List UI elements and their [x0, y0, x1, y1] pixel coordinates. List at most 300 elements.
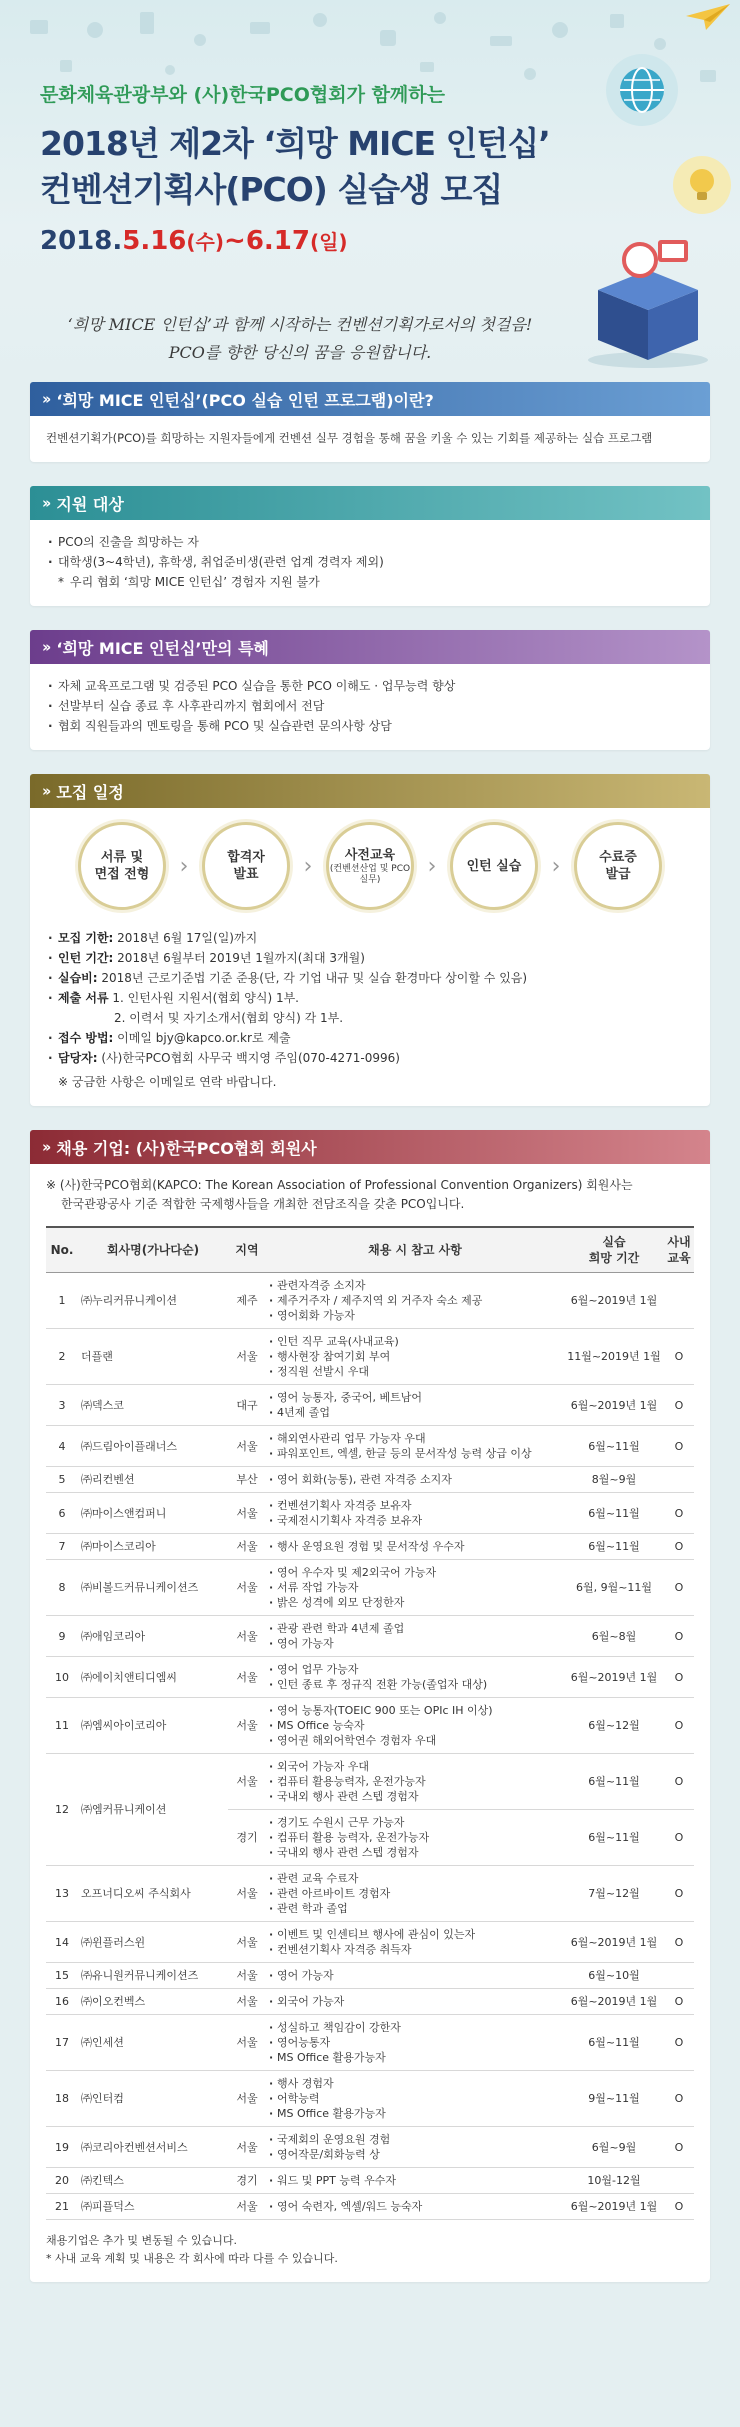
cell-no: 1	[46, 1273, 78, 1329]
list-item: · PCO의 진출을 희망하는 자	[46, 532, 694, 552]
companies-section	[30, 1130, 710, 2282]
cell-period: 6월~9월	[564, 2127, 664, 2168]
requirement-item: · 컴퓨터 활용 능력자, 운전가능자	[269, 1830, 561, 1845]
detail-label: 인턴 기간:	[58, 951, 114, 965]
paper-plane-icon	[686, 4, 730, 30]
cell-company-name: ㈜이오컨벡스	[78, 1989, 228, 2015]
cell-period: 6월~10월	[564, 1963, 664, 1989]
cell-period: 6월~11월	[564, 1426, 664, 1467]
header-requirements: 채용 시 참고 사항	[266, 1227, 564, 1273]
cell-region: 서울	[228, 1426, 266, 1467]
cell-company-name: 오프너디오씨 주식회사	[78, 1866, 228, 1922]
requirement-item: · 인턴 직무 교육(사내교육)	[269, 1334, 561, 1349]
requirement-item: · 영어 숙련자, 엑셀/워드 능숙자	[269, 2199, 561, 2214]
globe-icon	[604, 52, 680, 128]
cell-period: 6월~11월	[564, 1754, 664, 1810]
cell-no: 8	[46, 1560, 78, 1616]
requirement-item: · 4년제 졸업	[269, 1405, 561, 1420]
chevron-right-icon: ›	[179, 853, 189, 879]
cell-no: 15	[46, 1963, 78, 1989]
step-label: 합격자	[227, 850, 265, 865]
requirement-item: · 영어 회화(능통), 관련 자격증 소지자	[269, 1472, 561, 1487]
cell-training: O	[664, 2015, 694, 2071]
cell-training: O	[664, 1922, 694, 1963]
cell-period: 6월~2019년 1월	[564, 1989, 664, 2015]
cell-company-name: ㈜리컨벤션	[78, 1467, 228, 1493]
cell-no: 13	[46, 1866, 78, 1922]
step-announcement	[202, 822, 290, 910]
table-row	[46, 2168, 694, 2194]
hero-banner	[0, 0, 740, 382]
cell-region: 서울	[228, 1866, 266, 1922]
detail-label: 담당자:	[58, 1051, 98, 1065]
requirement-item: · 국제전시기획사 자격증 보유자	[269, 1513, 561, 1528]
benefits-section	[30, 630, 710, 750]
cell-period: 6월~11월	[564, 1493, 664, 1534]
cell-no: 12	[46, 1754, 78, 1866]
cell-requirements	[266, 2071, 564, 2127]
header-period-l1: 실습	[602, 1235, 626, 1249]
requirement-item: · 외국어 가능자 우대	[269, 1759, 561, 1774]
requirement-item: · 행사 운영요원 경험 및 문서작성 우수자	[269, 1539, 561, 1554]
cell-requirements	[266, 1534, 564, 1560]
step-label: 서류 및	[100, 850, 144, 865]
cell-training: O	[664, 1810, 694, 1866]
double-chevron-icon: ››	[42, 494, 49, 512]
cell-period: 6월~2019년 1월	[564, 1922, 664, 1963]
cell-region: 대구	[228, 1385, 266, 1426]
header-no: No.	[46, 1227, 78, 1273]
program-intro-header	[30, 382, 710, 416]
requirement-item: · 이벤트 및 인센티브 행사에 관심이 있는자	[269, 1927, 561, 1942]
cell-company-name: ㈜킨텍스	[78, 2168, 228, 2194]
cell-requirements	[266, 1922, 564, 1963]
cell-region: 서울	[228, 1922, 266, 1963]
step-label: 발급	[605, 867, 631, 882]
cell-no: 18	[46, 2071, 78, 2127]
cell-company-name: ㈜드림아이플래너스	[78, 1426, 228, 1467]
cell-company-name: ㈜에이치앤티디엠씨	[78, 1657, 228, 1698]
cell-region: 서울	[228, 1989, 266, 2015]
table-header-row	[46, 1227, 694, 1273]
table-row	[46, 1866, 694, 1922]
cell-company-name: ㈜비볼드커뮤니케이션즈	[78, 1560, 228, 1616]
step-sublabel: (컨벤션산업 및 PCO 실무)	[329, 863, 411, 885]
detail-documents-line2: 2. 이력서 및 자기소개서(협회 양식) 각 1부.	[114, 1011, 344, 1025]
cell-training	[664, 2168, 694, 2194]
cell-period: 10월-12월	[564, 2168, 664, 2194]
table-row	[46, 2194, 694, 2220]
cell-training: O	[664, 2127, 694, 2168]
cell-requirements	[266, 1493, 564, 1534]
detail-label: 모집 기한:	[58, 931, 114, 945]
cell-region: 서울	[228, 1657, 266, 1698]
cell-training: O	[664, 1616, 694, 1657]
step-label: 인턴 실습	[466, 858, 522, 874]
cell-no: 14	[46, 1922, 78, 1963]
program-intro-title: ‘희망 MICE 인턴십’(PCO 실습 인턴 프로그램)이란?	[56, 390, 434, 410]
dates-end: 6.17	[245, 226, 310, 256]
double-chevron-icon: ››	[42, 638, 49, 656]
requirement-item: · 관광 관련 학과 4년제 졸업	[269, 1621, 561, 1636]
cell-no: 9	[46, 1616, 78, 1657]
step-label: 사전교육	[344, 847, 396, 863]
table-row	[46, 1493, 694, 1534]
requirement-item: · 컴퓨터 활용능력자, 운전가능자	[269, 1774, 561, 1789]
companies-table-body	[46, 1273, 694, 2220]
companies-intro-line1: ※ (사)한국PCO협회(KAPCO: The Korean Association of Professional Convention Organizers) 회원사는	[46, 1178, 633, 1192]
cell-company-name: ㈜인세션	[78, 2015, 228, 2071]
cell-requirements	[266, 1810, 564, 1866]
double-chevron-icon: ››	[42, 1138, 49, 1156]
cell-region: 서울	[228, 2127, 266, 2168]
companies-footnotes	[46, 2232, 694, 2268]
cell-training	[664, 1467, 694, 1493]
eligibility-section	[30, 486, 710, 606]
cell-training: O	[664, 1329, 694, 1385]
organizer-text: 문화체육관광부와 (사)한국PCO협회가 함께하는	[40, 84, 445, 106]
requirement-item: · 영어 가능자	[269, 1636, 561, 1651]
requirement-item: · 성실하고 책임감이 강한자	[269, 2020, 561, 2035]
eligibility-note: * 우리 협회 ‘희망 MICE 인턴십’ 경험자 지원 불가	[46, 572, 694, 592]
cell-no: 7	[46, 1534, 78, 1560]
cell-requirements	[266, 1989, 564, 2015]
detail-method	[46, 1028, 694, 1048]
table-row	[46, 1616, 694, 1657]
list-item: · 대학생(3~4학년), 휴학생, 취업준비생(관련 업계 경력자 제외)	[46, 552, 694, 572]
companies-intro	[46, 1176, 694, 1214]
cell-training: O	[664, 1534, 694, 1560]
cell-period: 6월~11월	[564, 1534, 664, 1560]
chevron-right-icon: ›	[303, 853, 313, 879]
cell-requirements	[266, 2015, 564, 2071]
cell-company-name: ㈜인터컴	[78, 2071, 228, 2127]
detail-label: 실습비:	[58, 971, 98, 985]
companies-title: 채용 기업: (사)한국PCO협회 회원사	[56, 1138, 317, 1158]
cell-requirements	[266, 1560, 564, 1616]
requirement-item: · 관련자격증 소지자	[269, 1278, 561, 1293]
schedule-header	[30, 774, 710, 808]
footnote-2: * 사내 교육 계획 및 내용은 각 회사에 따라 다를 수 있습니다.	[46, 2252, 338, 2265]
header-period	[564, 1227, 664, 1273]
table-row	[46, 1657, 694, 1698]
requirement-item: · 영어 가능자	[269, 1968, 561, 1983]
cell-region: 서울	[228, 2194, 266, 2220]
detail-label: 제출 서류	[58, 991, 109, 1005]
cell-period: 8월~9월	[564, 1467, 664, 1493]
requirement-item: · 경기도 수원시 근무 가능자	[269, 1815, 561, 1830]
cell-period: 6월~2019년 1월	[564, 2194, 664, 2220]
cell-period: 6월~8월	[564, 1616, 664, 1657]
dates-separator: ~	[224, 226, 246, 256]
companies-body	[30, 1164, 710, 2282]
cell-region: 서울	[228, 1698, 266, 1754]
cell-no: 2	[46, 1329, 78, 1385]
cell-requirements	[266, 1616, 564, 1657]
table-row	[46, 1963, 694, 1989]
step-label: 수료증	[599, 850, 637, 865]
requirement-item: · 국제회의 운영요원 경험	[269, 2132, 561, 2147]
schedule-details	[30, 928, 710, 1106]
chevron-right-icon: ›	[427, 853, 437, 879]
cell-company-name: ㈜코리아컨벤션서비스	[78, 2127, 228, 2168]
header-training-l2: 교육	[667, 1251, 691, 1265]
lightbulb-icon	[672, 155, 732, 215]
requirement-item: · 어학능력	[269, 2091, 561, 2106]
requirement-item: · 영어작문/회화능력 상	[269, 2147, 561, 2162]
step-internship	[450, 822, 538, 910]
step-certificate	[574, 822, 662, 910]
cell-requirements	[266, 1273, 564, 1329]
cell-period: 6월~12월	[564, 1698, 664, 1754]
cell-company-name: ㈜엠씨아이코리아	[78, 1698, 228, 1754]
requirement-item: · 정직원 선발시 우대	[269, 1364, 561, 1379]
cell-no: 21	[46, 2194, 78, 2220]
requirement-item: · 영어 능통자(TOEIC 900 또는 OPIc IH 이상)	[269, 1703, 561, 1718]
table-row	[46, 2127, 694, 2168]
cell-no: 3	[46, 1385, 78, 1426]
eligibility-header	[30, 486, 710, 520]
cell-region: 서울	[228, 1560, 266, 1616]
step-pre-training	[326, 822, 414, 910]
list-item: · 선발부터 실습 종료 후 사후관리까지 협회에서 전담	[46, 696, 694, 716]
cell-requirements	[266, 2194, 564, 2220]
list-item: · 자체 교육프로그램 및 검증된 PCO 실습을 통한 PCO 이해도 · 업무능력 향상	[46, 676, 694, 696]
cell-requirements	[266, 2168, 564, 2194]
cell-requirements	[266, 1657, 564, 1698]
table-row	[46, 1273, 694, 1329]
page-title-line1: 2018년 제2차 ‘희망 MICE 인턴십’	[40, 124, 550, 163]
cell-no: 4	[46, 1426, 78, 1467]
detail-value: 1. 인턴사원 지원서(협회 양식) 1부.	[108, 991, 299, 1005]
cell-training: O	[664, 1426, 694, 1467]
cell-region: 경기	[228, 2168, 266, 2194]
cell-training: O	[664, 1698, 694, 1754]
table-row	[46, 1754, 694, 1810]
program-intro-section	[30, 382, 710, 462]
table-row	[46, 1467, 694, 1493]
requirement-item: · 영어회화 가능자	[269, 1308, 561, 1323]
step-label: 면접 전형	[94, 867, 150, 882]
cell-no: 16	[46, 1989, 78, 2015]
companies-intro-line2: 한국관광공사 기준 적합한 국제행사들을 개최한 전담조직을 갖춘 PCO입니다.	[61, 1197, 465, 1211]
double-chevron-icon: ››	[42, 390, 49, 408]
cell-region: 서울	[228, 2071, 266, 2127]
requirement-item: · 서류 작업 가능자	[269, 1580, 561, 1595]
requirement-item: · 컨벤션기획사 자격증 보유자	[269, 1498, 561, 1513]
cell-training: O	[664, 1385, 694, 1426]
cell-requirements	[266, 2127, 564, 2168]
cell-company-name: 더플랜	[78, 1329, 228, 1385]
cell-training: O	[664, 1754, 694, 1810]
cell-training: O	[664, 1989, 694, 2015]
dates-year: 2018.	[40, 226, 123, 256]
cell-company-name: ㈜누리커뮤니케이션	[78, 1273, 228, 1329]
cell-period: 7월~12월	[564, 1866, 664, 1922]
requirement-item: · 관련 학과 졸업	[269, 1901, 561, 1916]
requirement-item: · 제주거주자 / 제주지역 외 거주자 숙소 제공	[269, 1293, 561, 1308]
requirement-item: · 영어능통자	[269, 2035, 561, 2050]
requirement-item: · 밝은 성격에 외모 단정한자	[269, 1595, 561, 1610]
cell-company-name: ㈜피플덕스	[78, 2194, 228, 2220]
requirement-item: · 국내외 행사 관련 스텝 경험자	[269, 1789, 561, 1804]
detail-contact	[46, 1048, 694, 1068]
gift-box-icon	[578, 230, 718, 370]
recruitment-dates	[40, 226, 348, 256]
table-row	[46, 2071, 694, 2127]
cell-requirements	[266, 1329, 564, 1385]
cell-region: 서울	[228, 1754, 266, 1810]
requirement-item: · 영어 업무 가능자	[269, 1662, 561, 1677]
cell-requirements	[266, 1866, 564, 1922]
table-row	[46, 2015, 694, 2071]
cell-period: 6월~2019년 1월	[564, 1385, 664, 1426]
requirement-item: · MS Office 능숙자	[269, 1718, 561, 1733]
cell-no: 11	[46, 1698, 78, 1754]
requirement-item: · 외국어 가능자	[269, 1994, 561, 2009]
cell-company-name: ㈜유니원커뮤니케이션즈	[78, 1963, 228, 1989]
schedule-title: 모집 일정	[56, 782, 124, 802]
header-training	[664, 1227, 694, 1273]
requirement-item: · 인턴 종료 후 정규직 전환 가능(졸업자 대상)	[269, 1677, 561, 1692]
detail-stipend	[46, 968, 694, 988]
double-chevron-icon: ››	[42, 782, 49, 800]
header-period-l2: 희망 기간	[588, 1251, 640, 1265]
detail-deadline	[46, 928, 694, 948]
cell-company-name: ㈜마이스앤컴퍼니	[78, 1493, 228, 1534]
cell-no: 20	[46, 2168, 78, 2194]
eligibility-title: 지원 대상	[56, 494, 124, 514]
detail-value: 2018년 근로기준법 기준 준용(단, 각 기업 내규 및 실습 환경마다 상이할 수 있음)	[97, 971, 528, 985]
benefits-header	[30, 630, 710, 664]
table-row	[46, 1534, 694, 1560]
cell-period: 9월~11월	[564, 2071, 664, 2127]
cell-region: 서울	[228, 1963, 266, 1989]
table-row	[46, 1560, 694, 1616]
cell-region: 제주	[228, 1273, 266, 1329]
cell-training: O	[664, 1657, 694, 1698]
step-document-interview	[78, 822, 166, 910]
requirement-item: · 영어 능통자, 중국어, 베트남어	[269, 1390, 561, 1405]
cell-requirements	[266, 1754, 564, 1810]
cell-region: 서울	[228, 1534, 266, 1560]
cell-period: 11월~2019년 1월	[564, 1329, 664, 1385]
cell-company-name: ㈜덱스코	[78, 1385, 228, 1426]
requirement-item: · 관련 교육 수료자	[269, 1871, 561, 1886]
cell-requirements	[266, 1426, 564, 1467]
cell-period: 6월, 9월~11월	[564, 1560, 664, 1616]
cell-no: 10	[46, 1657, 78, 1698]
cell-training	[664, 1273, 694, 1329]
detail-period	[46, 948, 694, 968]
cell-no: 19	[46, 2127, 78, 2168]
cell-training: O	[664, 1866, 694, 1922]
cell-company-name: ㈜애임코리아	[78, 1616, 228, 1657]
footnote-1: 채용기업은 추가 및 변동될 수 있습니다.	[46, 2234, 237, 2247]
table-row	[46, 1698, 694, 1754]
cell-company-name: ㈜엠커뮤니케이션	[78, 1754, 228, 1866]
detail-value: 2018년 6월 17일(일)까지	[113, 931, 258, 945]
cell-region: 경기	[228, 1810, 266, 1866]
cell-requirements	[266, 1385, 564, 1426]
detail-label: 접수 방법:	[58, 1031, 114, 1045]
cell-requirements	[266, 1467, 564, 1493]
cell-training: O	[664, 1560, 694, 1616]
cell-period: 6월~11월	[564, 2015, 664, 2071]
list-item: · 협회 직원들과의 멘토링을 통해 PCO 및 실습관련 문의사항 상담	[46, 716, 694, 736]
benefits-body	[30, 664, 710, 750]
header-region: 지역	[228, 1227, 266, 1273]
table-row	[46, 1385, 694, 1426]
program-intro-text: 컨벤션기획가(PCO)를 희망하는 지원자들에게 컨벤션 실무 경험을 통해 꿈을 키울 수 있는 기회를 제공하는 실습 프로그램	[46, 431, 653, 445]
slogan-line1: ‘희망 MICE 인턴십’과 함께 시작하는 컨벤션기획가로서의 첫걸음!	[67, 315, 533, 334]
cell-requirements	[266, 1963, 564, 1989]
benefits-title: ‘희망 MICE 인턴십’만의 특혜	[56, 638, 269, 658]
cell-region: 서울	[228, 1493, 266, 1534]
cell-training: O	[664, 1493, 694, 1534]
chevron-right-icon: ›	[551, 853, 561, 879]
schedule-steps	[30, 808, 710, 928]
cell-company-name: ㈜윈플러스윈	[78, 1922, 228, 1963]
cell-no: 5	[46, 1467, 78, 1493]
header-name: 회사명(가나다순)	[78, 1227, 228, 1273]
cell-period: 6월~11월	[564, 1810, 664, 1866]
table-row	[46, 1989, 694, 2015]
table-row	[46, 1426, 694, 1467]
detail-value: (사)한국PCO협회 사무국 백지영 주임(070-4271-0996)	[97, 1051, 400, 1065]
schedule-section	[30, 774, 710, 1106]
cell-no: 17	[46, 2015, 78, 2071]
table-row	[46, 1329, 694, 1385]
companies-header	[30, 1130, 710, 1164]
eligibility-body	[30, 520, 710, 606]
requirement-item: · 영어권 해외어학연수 경험자 우대	[269, 1733, 561, 1748]
cell-training: O	[664, 2194, 694, 2220]
detail-value: 이메일 bjy@kapco.or.kr로 제출	[113, 1031, 291, 1045]
requirement-item: · 관련 아르바이트 경험자	[269, 1886, 561, 1901]
cell-requirements	[266, 1698, 564, 1754]
cell-no: 6	[46, 1493, 78, 1534]
cell-region: 서울	[228, 1329, 266, 1385]
requirement-item: · 컨벤션기획사 자격증 취득자	[269, 1942, 561, 1957]
requirement-item: · MS Office 활용가능자	[269, 2106, 561, 2121]
cell-period: 6월~2019년 1월	[564, 1273, 664, 1329]
cell-company-name: ㈜마이스코리아	[78, 1534, 228, 1560]
page-title-line2: 컨벤션기획사(PCO) 실습생 모집	[40, 170, 503, 209]
cell-region: 서울	[228, 1616, 266, 1657]
table-row	[46, 1922, 694, 1963]
cell-period: 6월~2019년 1월	[564, 1657, 664, 1698]
program-intro-body	[30, 416, 710, 462]
step-label: 발표	[233, 867, 259, 882]
requirement-item: · 국내외 행사 관련 스텝 경험자	[269, 1845, 561, 1860]
schedule-note: ※ 궁금한 사항은 이메일로 연락 바랍니다.	[58, 1075, 277, 1089]
requirement-item: · 영어 우수자 및 제2외국어 가능자	[269, 1565, 561, 1580]
slogan-line2: PCO를 향한 당신의 꿈을 응원합니다.	[168, 343, 432, 362]
header-training-l1: 사내	[667, 1235, 691, 1249]
detail-documents	[46, 988, 694, 1008]
requirement-item: · 파워포인트, 엑셀, 한글 등의 문서작성 능력 상급 이상	[269, 1446, 561, 1461]
dates-start-day: (수)	[186, 230, 225, 254]
dates-start: 5.16	[122, 226, 187, 256]
requirement-item: · 행사 경험자	[269, 2076, 561, 2091]
cell-training: O	[664, 2071, 694, 2127]
requirement-item: · 해외연사관리 업무 가능자 우대	[269, 1431, 561, 1446]
requirement-item: · MS Office 활용가능자	[269, 2050, 561, 2065]
requirement-item: · 워드 및 PPT 능력 우수자	[269, 2173, 561, 2188]
dates-end-day: (일)	[309, 230, 348, 254]
cell-region: 부산	[228, 1467, 266, 1493]
